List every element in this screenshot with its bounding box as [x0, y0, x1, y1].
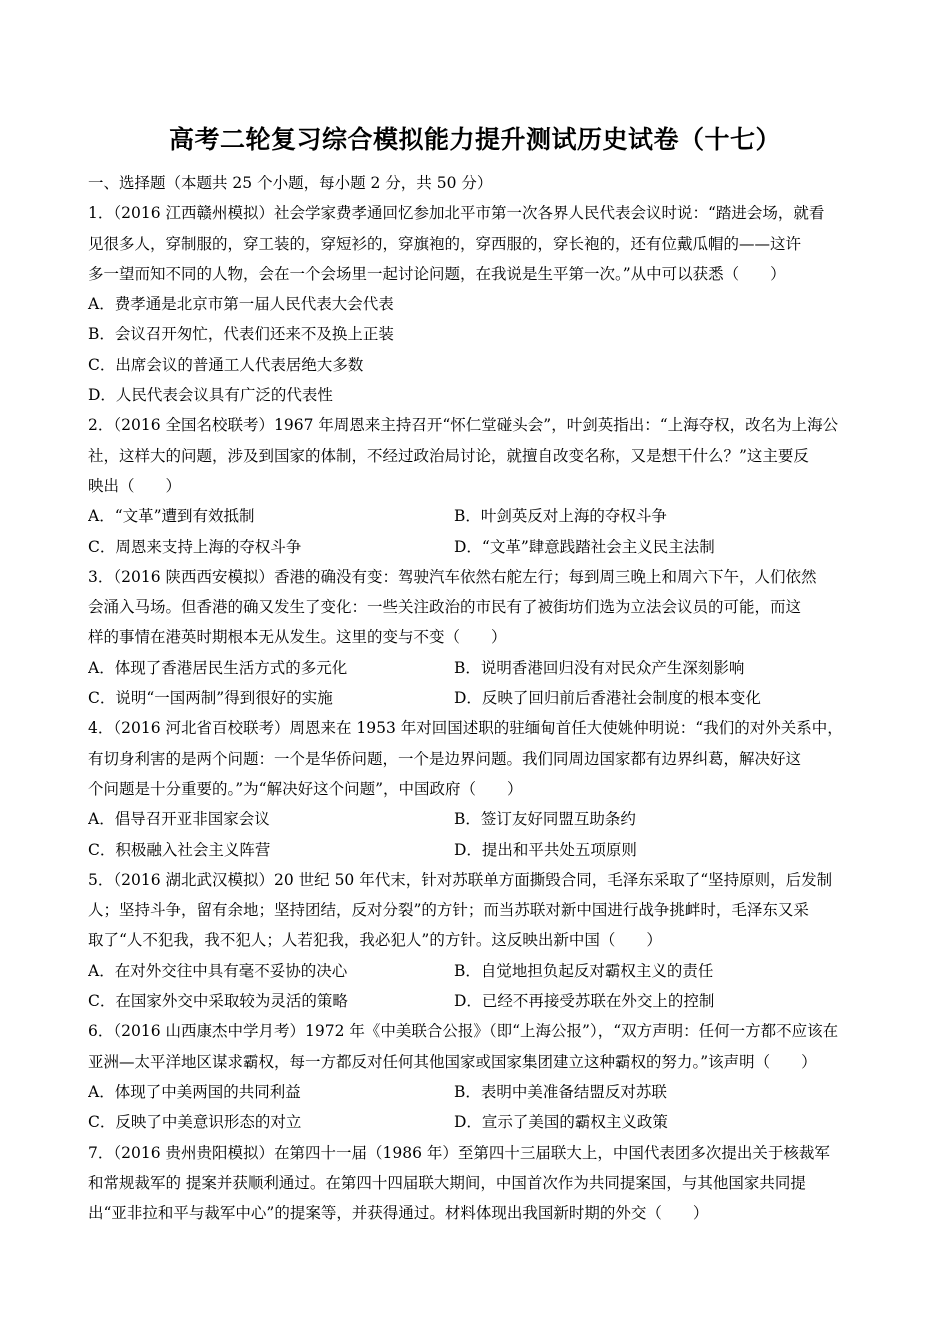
- question-2: [88, 410, 868, 561]
- option-c[interactable]: C．在国家外交中采取较为灵活的策略: [88, 992, 348, 1011]
- question-stem-line: 多一望而知不同的人物，会在一个会场里一起讨论问题，在我说是生平第一次。”从中可以获悉（ ）: [88, 264, 786, 283]
- option-a[interactable]: A．体现了中美两国的共同利益: [88, 1082, 301, 1101]
- option-b[interactable]: B．叶剑英反对上海的夺权斗争: [454, 507, 667, 526]
- question-stem-line: 有切身利害的是两个问题：一个是华侨问题，一个是边界问题。我们同周边国家都有边界纠葛，解决好这: [88, 749, 802, 768]
- question-stem-line: 人；坚持斗争，留有余地；坚持团结，反对分裂”的方针；而当苏联对新中国进行战争挑衅时，毛泽东又采: [88, 901, 809, 920]
- option-a[interactable]: A．体现了香港居民生活方式的多元化: [88, 658, 348, 677]
- question-stem-line: 会涌入马场。但香港的确又发生了变化：一些关注政治的市民有了被街坊们选为立法会议员的可能，而这: [88, 598, 802, 617]
- question-5: [88, 865, 868, 1016]
- options-row: [88, 1107, 868, 1137]
- exam-title: 高考二轮复习综合模拟能力提升测试历史试卷（十七）: [168, 125, 781, 154]
- question-stem-line: 映出（ ）: [88, 476, 182, 495]
- question-1: [88, 198, 868, 410]
- options-row: [88, 804, 868, 834]
- option-d[interactable]: D．反映了回归前后香港社会制度的根本变化: [454, 689, 761, 708]
- section-heading: 一、选择题（本题共 25 个小题，每小题 2 分，共 50 分）: [88, 174, 493, 192]
- question-4: [88, 713, 868, 864]
- question-stem-line: 7．（2016 贵州贵阳模拟）在第四十一届（1986 年）至第四十三届联大上，中国代表团多次提出关于核裁军: [88, 1143, 830, 1162]
- option-d[interactable]: D．人民代表会议具有广泛的代表性: [88, 386, 333, 405]
- option-d[interactable]: D．“文革”肆意践踏社会主义民主法制: [454, 537, 715, 556]
- question-stem-line: 6．（2016 山西康杰中学月考）1972 年《中美联合公报》（即“上海公报”），“双方声明：任何一方都不应该在: [88, 1022, 839, 1041]
- option-a[interactable]: A．费孝通是北京市第一届人民代表大会代表: [88, 295, 394, 314]
- option-c[interactable]: C．出席会议的普通工人代表居绝大多数: [88, 355, 364, 374]
- option-a[interactable]: A．倡导召开亚非国家会议: [88, 810, 270, 829]
- option-b[interactable]: B．签订友好同盟互助条约: [454, 810, 636, 829]
- question-stem-line: 出“亚非拉和平与裁军中心”的提案等，并获得通过。材料体现出我国新时期的外交（ ）: [88, 1204, 709, 1223]
- question-stem-line: 和常规裁军的 提案并获顺利通过。在第四十四届联大期间，中国首次作为共同提案国，与其他国家共同提: [88, 1173, 806, 1192]
- question-stem-line: 2．（2016 全国名校联考）1967 年周恩来主持召开“怀仁堂碰头会”，叶剑英指出：“上海夺权，改名为上海公: [88, 416, 839, 435]
- option-c[interactable]: C．周恩来支持上海的夺权斗争: [88, 537, 302, 556]
- option-b[interactable]: B．说明香港回归没有对民众产生深刻影响: [454, 658, 745, 677]
- option-b[interactable]: B．会议召开匆忙，代表们还来不及换上正装: [88, 325, 394, 344]
- options-row: [88, 683, 868, 713]
- options-row: [88, 653, 868, 683]
- options-row: [88, 986, 868, 1016]
- option-d[interactable]: D．提出和平共处五项原则: [454, 840, 637, 859]
- option-c[interactable]: C．说明“一国两制”得到很好的实施: [88, 689, 333, 708]
- option-b[interactable]: B．表明中美准备结盟反对苏联: [454, 1082, 667, 1101]
- exam-content: [88, 168, 868, 1228]
- option-c[interactable]: C．积极融入社会主义阵营: [88, 840, 271, 859]
- option-c[interactable]: C．反映了中美意识形态的对立: [88, 1113, 302, 1132]
- question-stem-line: 3．（2016 陕西西安模拟）香港的确没有变：驾驶汽车依然右舵左行；每到周三晚上和周六下午，人们依然: [88, 567, 817, 586]
- option-a[interactable]: A．在对外交往中具有毫不妥协的决心: [88, 961, 348, 980]
- option-b[interactable]: B．自觉地担负起反对霸权主义的责任: [454, 961, 714, 980]
- option-d[interactable]: D．宣示了美国的霸权主义政策: [454, 1113, 668, 1132]
- question-stem-line: 样的事情在港英时期根本无从发生。这里的变与不变（ ）: [88, 628, 507, 647]
- option-a[interactable]: A．“文革”遭到有效抵制: [88, 507, 255, 526]
- question-stem-line: 取了“人不犯我，我不犯人；人若犯我，我必犯人”的方针。这反映出新中国（ ）: [88, 931, 662, 950]
- option-d[interactable]: D．已经不再接受苏联在外交上的控制: [454, 992, 715, 1011]
- question-stem-line: 亚洲—太平洋地区谋求霸权，每一方都反对任何其他国家或国家集团建立这种霸权的努力。”该声明（ ）: [88, 1052, 817, 1071]
- question-stem-line: 5．（2016 湖北武汉模拟）20 世纪 50 年代末，针对苏联单方面撕毁合同，毛泽东采取了“坚持原则，后发制: [88, 870, 833, 889]
- question-3: [88, 562, 868, 713]
- options-row: [88, 532, 868, 562]
- question-7: [88, 1138, 868, 1229]
- question-stem-line: 见很多人，穿制服的，穿工装的，穿短衫的，穿旗袍的，穿西服的，穿长袍的，还有位戴瓜帽的——这许: [88, 234, 802, 253]
- question-stem-line: 1．（2016 江西赣州模拟）社会学家费孝通回忆参加北平市第一次各界人民代表会议时说：“踏进会场，就看: [88, 204, 825, 223]
- question-stem-line: 个问题是十分重要的。”为“解决好这个问题”，中国政府（ ）: [88, 779, 523, 798]
- question-stem-line: 4．（2016 河北省百校联考）周恩来在 1953 年对回国述职的驻缅甸首任大使姚仲明说：“我们的对外关系中，: [88, 719, 843, 738]
- options-row: [88, 1077, 868, 1107]
- options-row: [88, 835, 868, 865]
- options-row: [88, 501, 868, 531]
- question-stem-line: 社，这样大的问题，涉及到国家的体制，不经过政治局讨论，就擅自改变名称，又是想干什么？”这主要反: [88, 446, 809, 465]
- question-6: [88, 1016, 868, 1137]
- options-row: [88, 956, 868, 986]
